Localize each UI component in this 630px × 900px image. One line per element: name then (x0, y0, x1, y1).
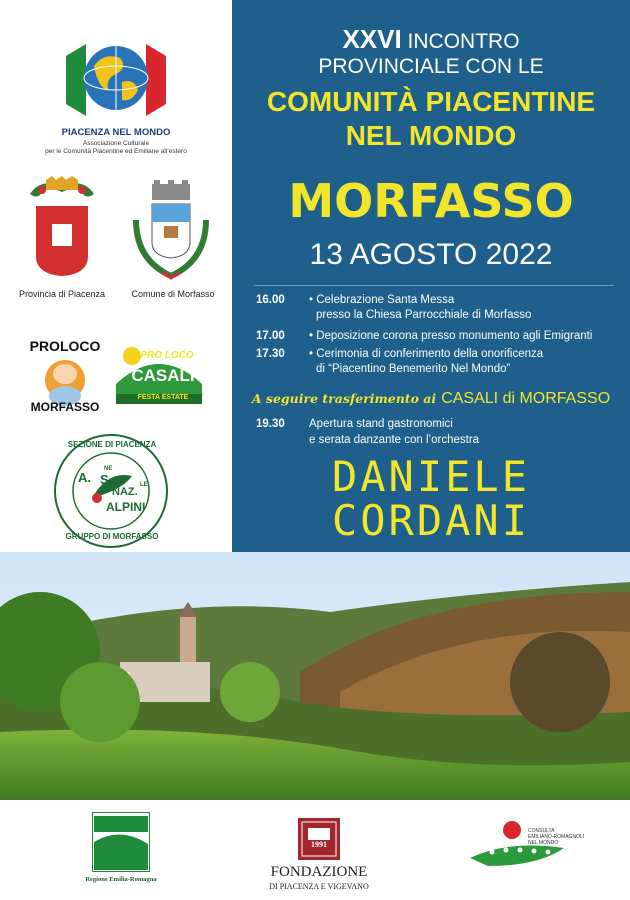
header-divider (254, 285, 614, 286)
title-line-1 (232, 24, 630, 55)
fondazione-subtitle: DI PIACENZA E VIGEVANO (269, 882, 369, 891)
program-time: 17.30 (256, 348, 285, 360)
comune-crest-icon (132, 180, 210, 280)
orchestra-name-1: DANIELE (331, 452, 530, 501)
alpini-alpini: ALPINI (106, 500, 146, 514)
program-text: • Cerimonia di conferimento della onorificenza (309, 348, 544, 360)
logo-column (0, 0, 232, 552)
consulta-caption-3: NEL MONDO (528, 840, 559, 846)
program-text: presso la Chiesa Parrocchiale di Morfasso (316, 309, 532, 321)
alpini-s: S. (100, 472, 113, 487)
morfasso-landscape-photo (0, 552, 630, 800)
consulta-caption-1: CONSULTA (528, 828, 555, 834)
alpini-le: LE (140, 482, 148, 488)
consulta-caption-2: EMILIANO-ROMAGNOLI (528, 834, 585, 840)
casali-bottom-text: FESTA ESTATE (137, 394, 189, 401)
program-list (232, 294, 630, 384)
pnm-subtitle-2: per le Comunità Piacentine ed Emiliane all’estero (45, 148, 187, 155)
transfer-script: A seguire trasferimento ai (251, 391, 437, 406)
title-line-2: PROVINCIALE CON LE (318, 55, 544, 78)
alpini-ne: NE (104, 466, 113, 472)
evening-program (232, 418, 630, 452)
provincia-crest-icon (24, 176, 100, 280)
consulta-logo-icon (468, 820, 578, 868)
transfer-place: CASALI di MORFASSO (441, 390, 611, 407)
alpini-naz: NAZ. (112, 486, 138, 498)
fondazione-year: 1991 (311, 840, 327, 849)
sponsor-footer (0, 800, 630, 900)
event-date: 13 AGOSTO 2022 (309, 238, 553, 271)
casali-top-text: PRO LOCO (140, 350, 194, 361)
casali-name-text: CASALI (131, 366, 195, 385)
provincia-caption: Provincia di Piacenza (18, 289, 106, 299)
program-time: 16.00 (256, 294, 285, 306)
alpini-ring-bottom: GRUPPO DI MORFASSO (65, 532, 159, 541)
regione-emilia-romagna-logo (92, 812, 150, 872)
evening-time: 19.30 (256, 418, 285, 430)
fondazione-seal-icon (298, 818, 340, 860)
regione-caption: Regione Emilia-Romagna (85, 876, 157, 883)
proloco-top-text: PROLOCO (29, 338, 101, 354)
orchestra-name-2: CORDANI (331, 496, 530, 545)
piacenza-nel-mondo-logo (60, 36, 172, 122)
evening-text: Apertura stand gastronomici (309, 418, 453, 430)
title-line-4: NEL MONDO (345, 120, 517, 151)
proloco-bottom-text: MORFASSO (30, 400, 100, 414)
edition-number: XXVI (342, 24, 402, 54)
program-text: di “Piacentino Benemerito Nel Mondo” (316, 363, 511, 375)
program-text: • Celebrazione Santa Messa (309, 294, 455, 306)
event-panel (232, 0, 630, 552)
place-name: MORFASSO (288, 174, 574, 228)
alpini-ring-top: SEZIONE DI PIACENZA (67, 440, 157, 449)
evening-text: e serata danzante con l’orchestra (309, 434, 480, 446)
program-text: • Deposizione corona presso monumento agli Emigranti (309, 330, 593, 342)
fondazione-title: FONDAZIONE (270, 864, 368, 880)
title-incontro: INCONTRO (407, 30, 520, 53)
comune-caption: Comune di Morfasso (131, 289, 215, 299)
alpini-a: A. (78, 470, 91, 485)
pnm-subtitle-1: Associazione Culturale (82, 140, 150, 147)
transfer-line (232, 388, 630, 408)
title-line-3: COMUNITÀ PIACENTINE (266, 86, 596, 117)
pnm-title: PIACENZA NEL MONDO (61, 127, 171, 138)
program-time: 17.00 (256, 330, 285, 342)
